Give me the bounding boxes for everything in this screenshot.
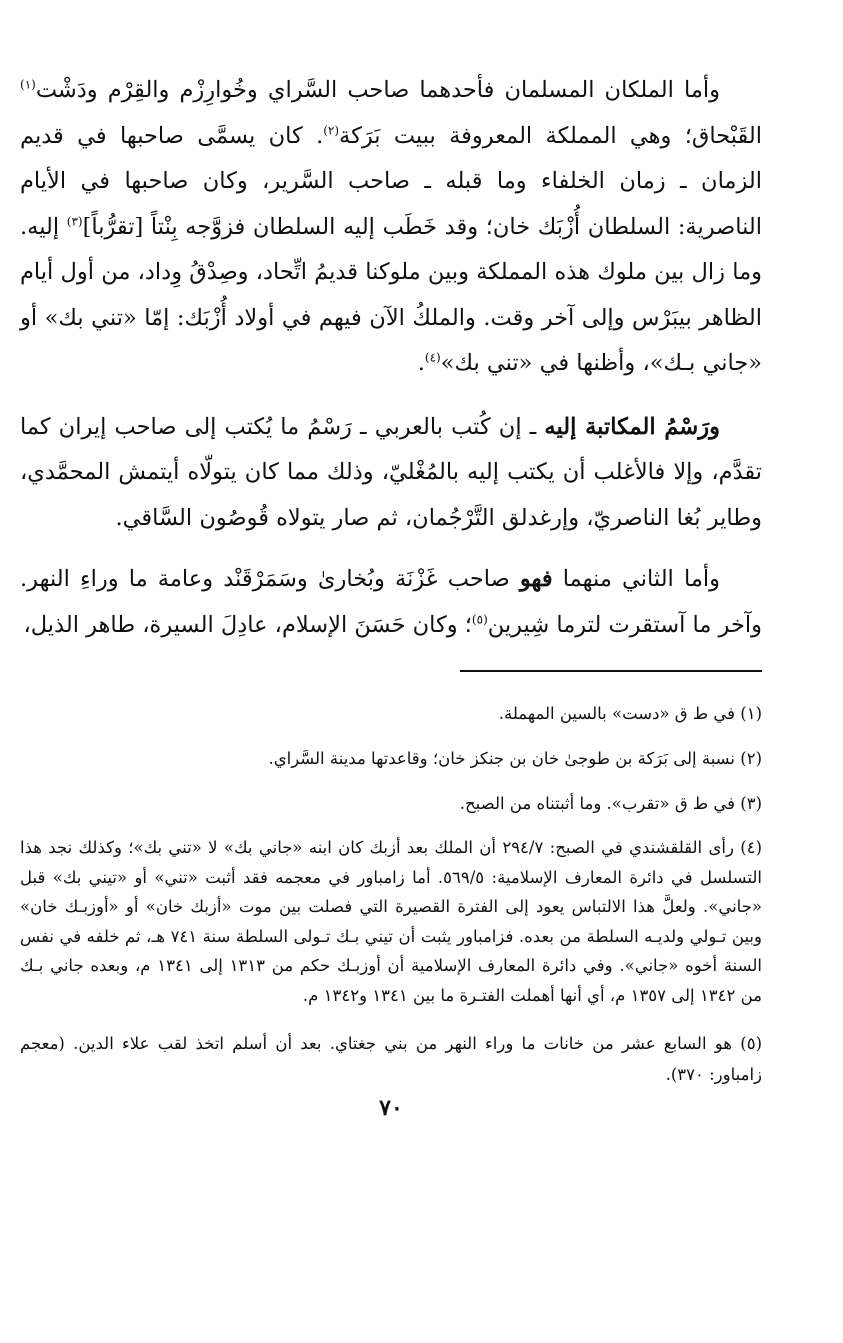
book-page [20,68,762,1343]
paragraph-1-text-a: وأما الملكان المسلمان فأحدهما صاحب السَّراي وخُوارِزْم والقِرْم ودَشْت [35,77,720,103]
footnote-5: (٥) هو السابع عشر من خانات ما وراء النهر من بني جغتاي. بعد أن أسلم اتخذ لقب علاء الدين. (معجم زامباور: ٣٧٠). [20,1034,762,1084]
footnote-ref-5: (٥) [471,612,488,626]
paragraph-1-text-d: إليه. وما زال بين ملوك هذه المملكة وبين ملوكنا قديمُ اتِّحاد، وصِدْقُ وِداد، من أول أيام الظاهر بيبَرْس وإلى آخر وقت. والملكُ الآن فيهم في أولاد أُزْبَك: إمّا «تني بك» أو «جاني بـك»، وأظنها في «تني بك» [20,213,762,376]
section-heading-correspondence: ورَسْمُ المكاتبة إليه [544,413,720,440]
paragraph-1-text-e: . [417,350,425,376]
footnote-separator [460,670,762,672]
footnote-ref-4: (٤) [424,350,441,365]
main-text [20,68,762,648]
footnote-4: (٤) رأى القلقشندي في الصبح: ٢٩٤/٧ أن الملك بعد أزبك كان ابنه «جاني بك» لا «تني بك»؛ وكذلك نجد هذا التسلسل في دائرة المعارف الإسلامية: ٥٦٩/٥. أما زامباور في معجمه فقد أثبت «تني» أو «تيني بك» قبل «جاني». ولعلَّ هذا الالتباس يعود إلى الفترة القصيرة التي فصلت بين موت «أزبك خان» أو «أوزبـك خان» وبين تـولي ولديـه السلطة من بعده. فزامباور يثبت أن تيني بـك تـولى السلطة سنة ٧٤١ هـ، ثم خلفه في نفس السنة أخوه «جاني». وفي دائرة المعارف الإسلامية أن أوزبـك حكم من ١٣١٣ إلى ١٣٤١ م، وبعده جاني بـك من ١٣٤٢ إلى ١٣٥٧ م، أي أنها أهملت الفتـرة ما بين ١٣٤١ و١٣٤٢ م. [20,838,763,1005]
footnote-3: (٣) في ط ق «تقرب». وما أثبتناه من الصبح. [459,794,762,813]
paragraph-3 [20,557,762,648]
footnote-2: (٢) نسبة إلى بَرَكة بن طوجىٰ خان بن جنكز خان؛ وقاعدتها مدينة السَّراي. [268,749,762,768]
paragraph-1-text-b: القَبْحاق؛ وهي المملكة المعروفة ببيت بَرَكة [339,122,762,149]
paragraph-1 [20,68,762,387]
paragraph-1-text-c: . كان يسمَّى صاحبها في قديم الزمان ـ زمان الخلفاء وما قبله ـ صاحب السَّرير، وكان صاحبها في الأيام الناصرية: السلطان أُزْبَك خان؛ وقد خَطَب إليه السلطان فزوَّجه بِنْتاً [تقرُّباً] [20,122,763,240]
paragraph-3-bold-word: فهو [519,566,553,592]
paragraph-3-text-a: وأما الثاني منهما [552,566,720,592]
page-number: ٧٠ [379,1095,403,1121]
footnote-1: (١) في ط ق «دست» بالسين المهملة. [498,704,762,723]
paragraph-2 [20,405,762,542]
footnote-ref-3: (٣) [66,214,83,228]
paragraph-3-text-c: ؛ وكان حَسَنَ الإسلام، عادِلَ السيرة، طاهر الذيل، [23,611,472,638]
footnotes [20,698,762,1090]
paragraph-3-text-b: صاحب غَزْنَة وبُخارىٰ وسَمَرْقَنْد وعامة ما وراءِ النهر. وآخر ما آستقرت لترما شِيرين [20,566,762,638]
footnote-ref-2: (٢) [323,123,340,137]
footnote-ref-1: (١) [20,77,36,92]
paragraph-2-text: ـ إن كُتب بالعربي ـ رَسْمُ ما يُكتب إلى صاحب إيران كما تقدَّم، وإلا فالأغلب أن يكتب إليه بالمُغْليّ، وذلك مما كان يتولّاه أيتمش المحمَّدي، وطاير بُغا الناصريّ، وإرغدلق التَّرْجُمان، ثم صار يتولاه قُوصُون السَّاقي. [20,413,762,531]
